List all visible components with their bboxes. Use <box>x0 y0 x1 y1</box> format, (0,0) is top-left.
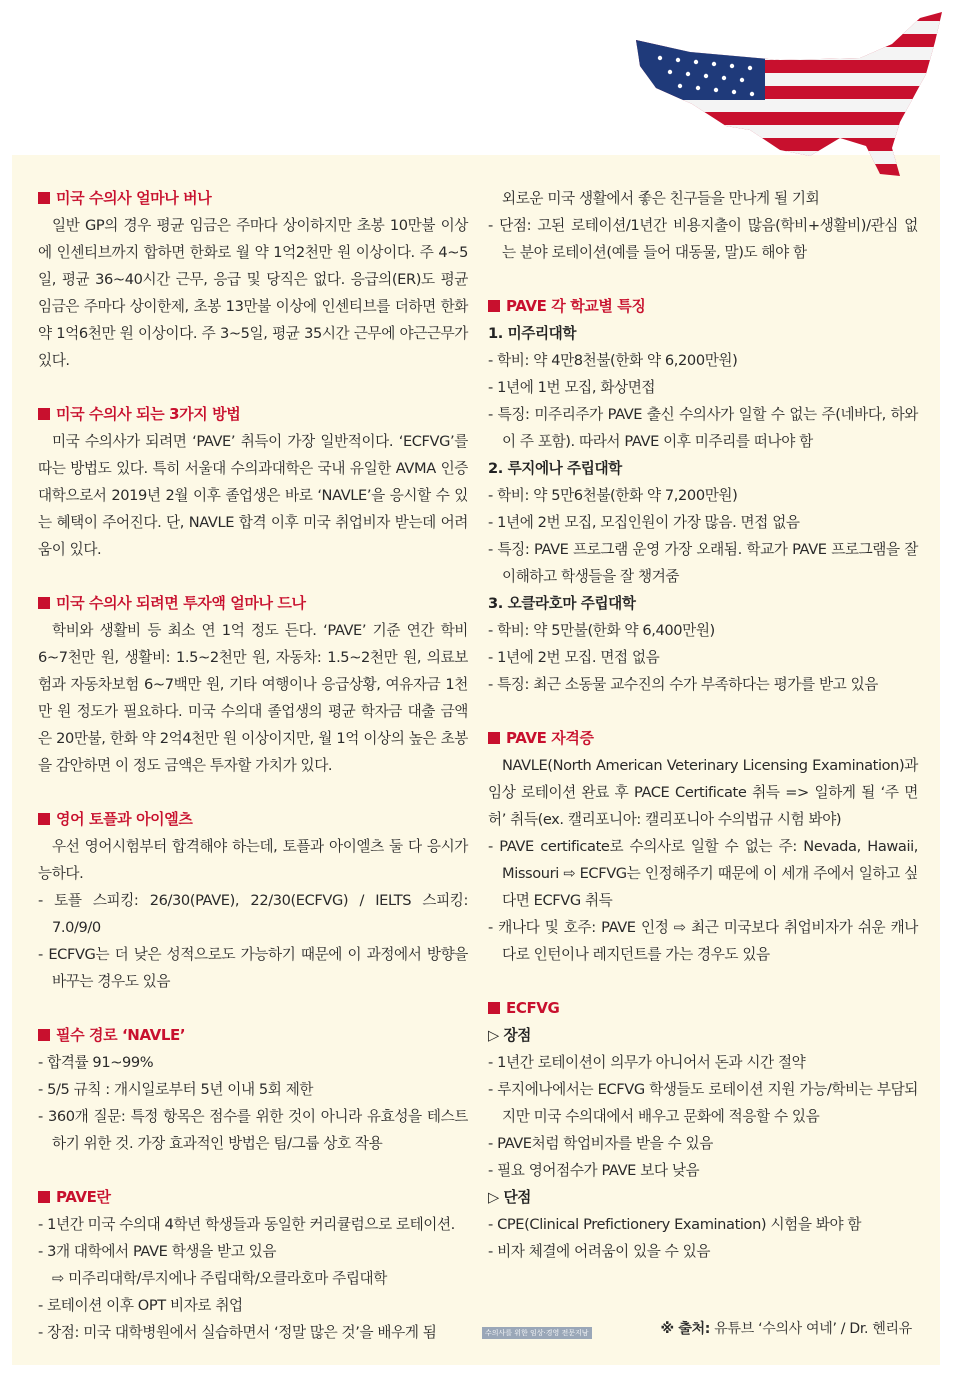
list-item: - ECFVG는 더 낮은 성적으로도 가능하기 때문에 이 과정에서 방향을 바꾸는 경우도 있음 <box>38 946 468 990</box>
list-item: - 학비: 약 4만8천불(한화 약 6,200만원) <box>488 352 738 369</box>
list-item: - PAVE처럼 학업비자를 받을 수 있음 <box>488 1135 713 1152</box>
usa-flag-map-icon <box>630 8 948 180</box>
left-column <box>38 185 468 1373</box>
square-bullet-icon <box>38 813 50 825</box>
paragraph: 학비와 생활비 등 최소 연 1억 정도 든다. ‘PAVE’ 기준 연간 학비 6~7천만 원, 생활비: 1.5~2천만 원, 자동차: 1.5~2천만 원, 의료보험과 자동차보험 6~7백만 원, 기타 여행이나 응급상황, 여유자금 1천만 원 정도가 필요하다. 미국 수의대 졸업생의 평균 학자금 대출 금액은 20만불, 한화 약 2억4천만 원 이상이지만, 월 1억 이상의 높은 초봉을 감안하면 이 정도 금액은 투자할 가치가 있다. <box>38 622 468 774</box>
list-item: - 루지에나에서는 ECFVG 학생들도 로테이션 지원 가능/학비는 부담되지만 미국 수의대에서 배우고 문화에 적응할 수 있음 <box>488 1081 918 1125</box>
section <box>38 185 468 374</box>
section-heading <box>38 401 468 428</box>
list-item: - 비자 체결에 어려움이 있을 수 있음 <box>488 1243 711 1260</box>
section <box>38 806 468 995</box>
section-heading <box>38 1022 468 1049</box>
source-text: 유튜브 ‘수의사 여네’ / Dr. 헨리유 <box>710 1321 912 1337</box>
section <box>488 185 918 266</box>
paragraph: 우선 영어시험부터 합격해야 하는데, 토플과 아이엘츠 둘 다 응시가능하다. <box>38 838 468 882</box>
subheading: 3. 오클라호마 주립대학 <box>488 595 636 612</box>
section-title: 영어 토플과 아이엘츠 <box>56 810 193 828</box>
subheading: ▷ 장점 <box>488 1027 531 1044</box>
list-item: - 장점: 미국 대학병원에서 실습하면서 ‘정말 많은 것’을 배우게 됨 <box>38 1324 437 1341</box>
list-item: - CPE(Clinical Prefictionery Examination) 시험을 봐야 함 <box>488 1216 862 1233</box>
square-bullet-icon <box>488 1002 500 1014</box>
square-bullet-icon <box>38 1029 50 1041</box>
section-heading <box>488 725 918 752</box>
list-item: - 1년간 미국 수의대 4학년 학생들과 동일한 커리큘럼으로 로테이션. <box>38 1216 455 1233</box>
list-item: ⇨ 미주리대학/루지에나 주립대학/오클라호마 주립대학 <box>52 1270 387 1287</box>
list-item: 외로운 미국 생활에서 좋은 친구들을 만나게 될 기회 <box>502 190 820 207</box>
list-item: - 특징: 미주리주가 PAVE 출신 수의사가 일할 수 없는 주(네바다, 하와이 주 포함). 따라서 PAVE 이후 미주리를 떠나야 함 <box>488 406 918 450</box>
square-bullet-icon <box>38 1191 50 1203</box>
section-heading <box>488 293 918 320</box>
section <box>488 995 918 1265</box>
list-item: - 학비: 약 5만불(한화 약 6,400만원) <box>488 622 715 639</box>
square-bullet-icon <box>38 597 50 609</box>
subheading: 2. 루지에나 주립대학 <box>488 460 622 477</box>
section <box>38 590 468 779</box>
square-bullet-icon <box>38 192 50 204</box>
section-title: ECFVG <box>506 999 560 1017</box>
section-title: 미국 수의사 얼마나 버나 <box>56 189 212 207</box>
list-item: - 5/5 규칙 : 개시일로부터 5년 이내 5회 제한 <box>38 1081 314 1098</box>
list-item: - 1년에 2번 모집, 모집인원이 가장 많음. 면접 없음 <box>488 514 800 531</box>
paragraph: 미국 수의사가 되려면 ‘PAVE’ 취득이 가장 일반적이다. ‘ECFVG’를 따는 방법도 있다. 특히 서울대 수의과대학은 국내 유일한 AVMA 인증 대학으로서 2019년 2월 이후 졸업생은 바로 ‘NAVLE’을 응시할 수 있는 혜택이 주어진다. 단, NAVLE 합격 이후 미국 취업비자 받는데 어려움이 있다. <box>38 433 468 558</box>
list-item: - 캐나다 및 호주: PAVE 인정 ⇨ 최근 미국보다 취업비자가 쉬운 캐나다로 인턴이나 레지던트를 가는 경우도 있음 <box>488 919 918 963</box>
list-item: - 1년간 로테이션이 의무가 아니어서 돈과 시간 절약 <box>488 1054 806 1071</box>
subheading: ▷ 단점 <box>488 1189 531 1206</box>
paragraph: NAVLE(North American Veterinary Licensing Examination)과 임상 로테이션 완료 후 PACE Certificate 취득 => 일하게 될 ‘주 면허’ 취득(ex. 캘리포니아: 캘리포니아 수의법규 시험 봐야) <box>488 757 918 828</box>
list-item: - 단점: 고된 로테이션/1년간 비용지출이 많음(학비+생활비)/관심 없는 분야 로테이션(예를 들어 대동물, 말)도 해야 함 <box>488 217 918 261</box>
section-heading <box>38 185 468 212</box>
list-item: - 토플 스피킹: 26/30(PAVE), 22/30(ECFVG) / IELTS 스피킹: 7.0/9/0 <box>38 892 468 936</box>
subheading: 1. 미주리대학 <box>488 325 577 342</box>
list-item: - 3개 대학에서 PAVE 학생을 받고 있음 <box>38 1243 277 1260</box>
list-item: - 특징: PAVE 프로그램 운영 가장 오래됨. 학교가 PAVE 프로그램을 잘 이해하고 학생들을 잘 챙겨줌 <box>488 541 918 585</box>
list-item: - 학비: 약 5만6천불(한화 약 7,200만원) <box>488 487 738 504</box>
square-bullet-icon <box>488 300 500 312</box>
section <box>488 293 918 698</box>
list-item: - 필요 영어점수가 PAVE 보다 낮음 <box>488 1162 700 1179</box>
section-heading <box>38 1184 468 1211</box>
list-item: - 1년에 2번 모집. 면접 없음 <box>488 649 660 666</box>
list-item: - 특징: 최근 소동물 교수진의 수가 부족하다는 평가를 받고 있음 <box>488 676 878 693</box>
section-heading <box>38 806 468 833</box>
list-item: - PAVE certificate로 수의사로 일할 수 없는 주: Nevada, Hawaii, Missouri ⇨ ECFVG는 인정해주기 때문에 이 세개 주에서 일하고 싶다면 ECFVG 취득 <box>488 838 918 909</box>
watermark: 수의사를 위한 임상·경영 전문지남 <box>482 1327 592 1339</box>
section <box>38 1022 468 1157</box>
section-heading <box>488 995 918 1022</box>
list-item: - 합격률 91~99% <box>38 1054 154 1071</box>
section-title: 미국 수의사 되는 3가지 방법 <box>56 405 241 423</box>
section-heading <box>38 590 468 617</box>
right-column <box>488 185 918 1292</box>
square-bullet-icon <box>488 732 500 744</box>
section <box>488 725 918 968</box>
section-title: 필수 경로 ‘NAVLE’ <box>56 1026 186 1044</box>
source-label: ※ 출처: <box>660 1321 711 1337</box>
source-credit <box>660 1318 912 1338</box>
list-item: - 1년에 1번 모집, 화상면접 <box>488 379 656 396</box>
section-title: PAVE 자격증 <box>506 729 594 747</box>
square-bullet-icon <box>38 408 50 420</box>
list-item: - 로테이션 이후 OPT 비자로 취업 <box>38 1297 243 1314</box>
list-item: - 360개 질문: 특정 항목은 점수를 위한 것이 아니라 유효성을 테스트하기 위한 것. 가장 효과적인 방법은 팀/그룹 상호 작용 <box>38 1108 468 1152</box>
section <box>38 401 468 563</box>
section-title: 미국 수의사 되려면 투자액 얼마나 드나 <box>56 594 306 612</box>
section <box>38 1184 468 1346</box>
section-title: PAVE 각 학교별 특징 <box>506 297 646 315</box>
paragraph: 일반 GP의 경우 평균 임금은 주마다 상이하지만 초봉 10만불 이상에 인센티브까지 합하면 한화로 월 약 1억2천만 원 이상이다. 주 4~5일, 평균 36~40시간 근무, 응급 및 당직은 없다. 응급의(ER)도 평균 임금은 주마다 상이한제, 초봉 13만불 이상에 인센티브를 더하면 한화 약 1억6천만 원 이상이다. 주 3~5일, 평균 35시간 근무에 야근근무가 있다. <box>38 217 468 369</box>
section-title: PAVE란 <box>56 1188 111 1206</box>
